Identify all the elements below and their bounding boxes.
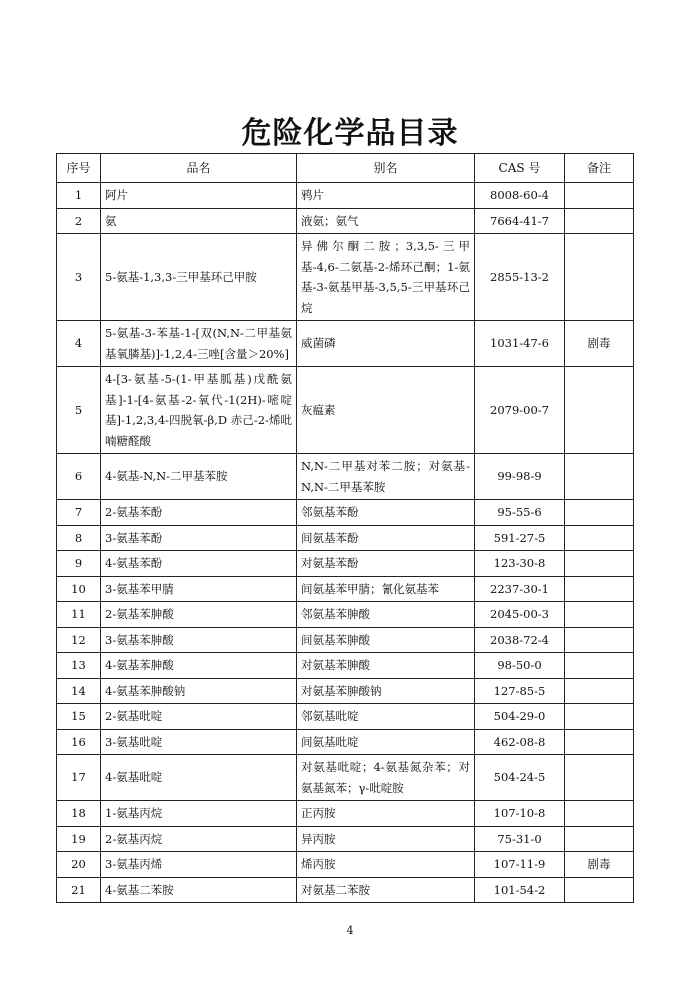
name-cell: 5-氨基-3-苯基-1-[双(N,N-二甲基氨基氧膦基)]-1,2,4-三唑[含量＞20%] bbox=[101, 321, 297, 367]
table-row bbox=[57, 801, 634, 827]
name-cell: 3-氨基苯甲腈 bbox=[101, 576, 297, 602]
note-cell: 剧毒 bbox=[565, 321, 634, 367]
note-cell: 剧毒 bbox=[565, 852, 634, 878]
table-row bbox=[57, 208, 634, 234]
alias-cell: 间氨基苯酚 bbox=[297, 525, 475, 551]
note-cell bbox=[565, 234, 634, 321]
cas-cell: 2079-00-7 bbox=[475, 367, 565, 454]
alias-cell: 威菌磷 bbox=[297, 321, 475, 367]
cas-cell: 95-55-6 bbox=[475, 500, 565, 526]
name-cell: 4-氨基-N,N-二甲基苯胺 bbox=[101, 454, 297, 500]
table-row bbox=[57, 183, 634, 209]
alias-cell: 灰瘟素 bbox=[297, 367, 475, 454]
row-number-cell: 5 bbox=[57, 367, 101, 454]
cas-cell: 2045-00-3 bbox=[475, 602, 565, 628]
name-cell: 4-[3-氨基-5-(1-甲基胍基)戊酰氨基]-1-[4-氨基-2-氧代-1(2H)-嘧啶基]-1,2,3,4-四脱氧-β,D 赤己-2-烯吡喃糖醛酸 bbox=[101, 367, 297, 454]
table-row bbox=[57, 454, 634, 500]
name-cell: 氨 bbox=[101, 208, 297, 234]
note-cell bbox=[565, 704, 634, 730]
cas-cell: 504-29-0 bbox=[475, 704, 565, 730]
note-cell bbox=[565, 602, 634, 628]
column-header-note: 备注 bbox=[565, 154, 634, 183]
row-number-cell: 3 bbox=[57, 234, 101, 321]
alias-cell: 对氨基吡啶；4-氨基氮杂苯；对氨基氮苯；γ-吡啶胺 bbox=[297, 755, 475, 801]
name-cell: 1-氨基丙烷 bbox=[101, 801, 297, 827]
row-number-cell: 6 bbox=[57, 454, 101, 500]
table-row bbox=[57, 852, 634, 878]
table-row bbox=[57, 704, 634, 730]
column-header-alias: 别名 bbox=[297, 154, 475, 183]
note-cell bbox=[565, 183, 634, 209]
alias-cell: 对氨基苯胂酸钠 bbox=[297, 678, 475, 704]
name-cell: 3-氨基苯胂酸 bbox=[101, 627, 297, 653]
name-cell: 2-氨基苯胂酸 bbox=[101, 602, 297, 628]
name-cell: 4-氨基苯胂酸钠 bbox=[101, 678, 297, 704]
table-row bbox=[57, 576, 634, 602]
name-cell: 4-氨基苯酚 bbox=[101, 551, 297, 577]
row-number-cell: 15 bbox=[57, 704, 101, 730]
name-cell: 3-氨基吡啶 bbox=[101, 729, 297, 755]
table-row bbox=[57, 500, 634, 526]
cas-cell: 2038-72-4 bbox=[475, 627, 565, 653]
note-cell bbox=[565, 755, 634, 801]
note-cell bbox=[565, 576, 634, 602]
table-row bbox=[57, 367, 634, 454]
table-row bbox=[57, 602, 634, 628]
alias-cell: 异佛尔酮二胺；3,3,5-三甲基-4,6-二氨基-2-烯环己酮；1-氨基-3-氨基甲基-3,5,5-三甲基环己烷 bbox=[297, 234, 475, 321]
name-cell: 5-氨基-1,3,3-三甲基环己甲胺 bbox=[101, 234, 297, 321]
row-number-cell: 9 bbox=[57, 551, 101, 577]
page-number: 4 bbox=[346, 924, 354, 937]
note-cell bbox=[565, 678, 634, 704]
alias-cell: 邻氨基吡啶 bbox=[297, 704, 475, 730]
note-cell bbox=[565, 729, 634, 755]
row-number-cell: 21 bbox=[57, 877, 101, 903]
table-row bbox=[57, 877, 634, 903]
cas-cell: 462-08-8 bbox=[475, 729, 565, 755]
cas-cell: 101-54-2 bbox=[475, 877, 565, 903]
name-cell: 2-氨基吡啶 bbox=[101, 704, 297, 730]
note-cell bbox=[565, 208, 634, 234]
row-number-cell: 1 bbox=[57, 183, 101, 209]
row-number-cell: 12 bbox=[57, 627, 101, 653]
row-number-cell: 18 bbox=[57, 801, 101, 827]
cas-cell: 75-31-0 bbox=[475, 826, 565, 852]
table-row bbox=[57, 234, 634, 321]
alias-cell: N,N-二甲基对苯二胺；对氨基-N,N-二甲基苯胺 bbox=[297, 454, 475, 500]
name-cell: 3-氨基丙烯 bbox=[101, 852, 297, 878]
column-header-name: 品名 bbox=[101, 154, 297, 183]
note-cell bbox=[565, 500, 634, 526]
row-number-cell: 14 bbox=[57, 678, 101, 704]
row-number-cell: 10 bbox=[57, 576, 101, 602]
note-cell bbox=[565, 877, 634, 903]
cas-cell: 8008-60-4 bbox=[475, 183, 565, 209]
column-header-no: 序号 bbox=[57, 154, 101, 183]
table-row bbox=[57, 678, 634, 704]
name-cell: 2-氨基苯酚 bbox=[101, 500, 297, 526]
note-cell bbox=[565, 551, 634, 577]
note-cell bbox=[565, 826, 634, 852]
name-cell: 4-氨基二苯胺 bbox=[101, 877, 297, 903]
cas-cell: 591-27-5 bbox=[475, 525, 565, 551]
row-number-cell: 17 bbox=[57, 755, 101, 801]
table-row bbox=[57, 653, 634, 679]
row-number-cell: 4 bbox=[57, 321, 101, 367]
alias-cell: 邻氨基苯胂酸 bbox=[297, 602, 475, 628]
alias-cell: 对氨基苯胂酸 bbox=[297, 653, 475, 679]
cas-cell: 504-24-5 bbox=[475, 755, 565, 801]
note-cell bbox=[565, 367, 634, 454]
row-number-cell: 11 bbox=[57, 602, 101, 628]
cas-cell: 2237-30-1 bbox=[475, 576, 565, 602]
cas-cell: 2855-13-2 bbox=[475, 234, 565, 321]
alias-cell: 液氨；氨气 bbox=[297, 208, 475, 234]
alias-cell: 对氨基二苯胺 bbox=[297, 877, 475, 903]
name-cell: 阿片 bbox=[101, 183, 297, 209]
alias-cell: 正丙胺 bbox=[297, 801, 475, 827]
note-cell bbox=[565, 801, 634, 827]
row-number-cell: 20 bbox=[57, 852, 101, 878]
cas-cell: 99-98-9 bbox=[475, 454, 565, 500]
page-title: 危险化学品目录 bbox=[241, 116, 459, 151]
table-row bbox=[57, 627, 634, 653]
cas-cell: 123-30-8 bbox=[475, 551, 565, 577]
note-cell bbox=[565, 525, 634, 551]
table-row bbox=[57, 755, 634, 801]
name-cell: 2-氨基丙烷 bbox=[101, 826, 297, 852]
table-row bbox=[57, 826, 634, 852]
table-header-row bbox=[57, 154, 634, 183]
alias-cell: 间氨基吡啶 bbox=[297, 729, 475, 755]
alias-cell: 间氨基苯甲腈；氰化氨基苯 bbox=[297, 576, 475, 602]
note-cell bbox=[565, 627, 634, 653]
alias-cell: 异丙胺 bbox=[297, 826, 475, 852]
chemicals-table bbox=[56, 153, 634, 903]
alias-cell: 烯丙胺 bbox=[297, 852, 475, 878]
alias-cell: 鸦片 bbox=[297, 183, 475, 209]
cas-cell: 107-11-9 bbox=[475, 852, 565, 878]
row-number-cell: 7 bbox=[57, 500, 101, 526]
name-cell: 4-氨基苯胂酸 bbox=[101, 653, 297, 679]
table-row bbox=[57, 729, 634, 755]
row-number-cell: 8 bbox=[57, 525, 101, 551]
row-number-cell: 13 bbox=[57, 653, 101, 679]
name-cell: 4-氨基吡啶 bbox=[101, 755, 297, 801]
cas-cell: 7664-41-7 bbox=[475, 208, 565, 234]
alias-cell: 邻氨基苯酚 bbox=[297, 500, 475, 526]
cas-cell: 98-50-0 bbox=[475, 653, 565, 679]
table-row bbox=[57, 551, 634, 577]
note-cell bbox=[565, 653, 634, 679]
alias-cell: 对氨基苯酚 bbox=[297, 551, 475, 577]
cas-cell: 107-10-8 bbox=[475, 801, 565, 827]
cas-cell: 127-85-5 bbox=[475, 678, 565, 704]
row-number-cell: 2 bbox=[57, 208, 101, 234]
column-header-cas: CAS 号 bbox=[475, 154, 565, 183]
note-cell bbox=[565, 454, 634, 500]
table-row bbox=[57, 321, 634, 367]
alias-cell: 间氨基苯胂酸 bbox=[297, 627, 475, 653]
cas-cell: 1031-47-6 bbox=[475, 321, 565, 367]
row-number-cell: 19 bbox=[57, 826, 101, 852]
name-cell: 3-氨基苯酚 bbox=[101, 525, 297, 551]
table-row bbox=[57, 525, 634, 551]
row-number-cell: 16 bbox=[57, 729, 101, 755]
